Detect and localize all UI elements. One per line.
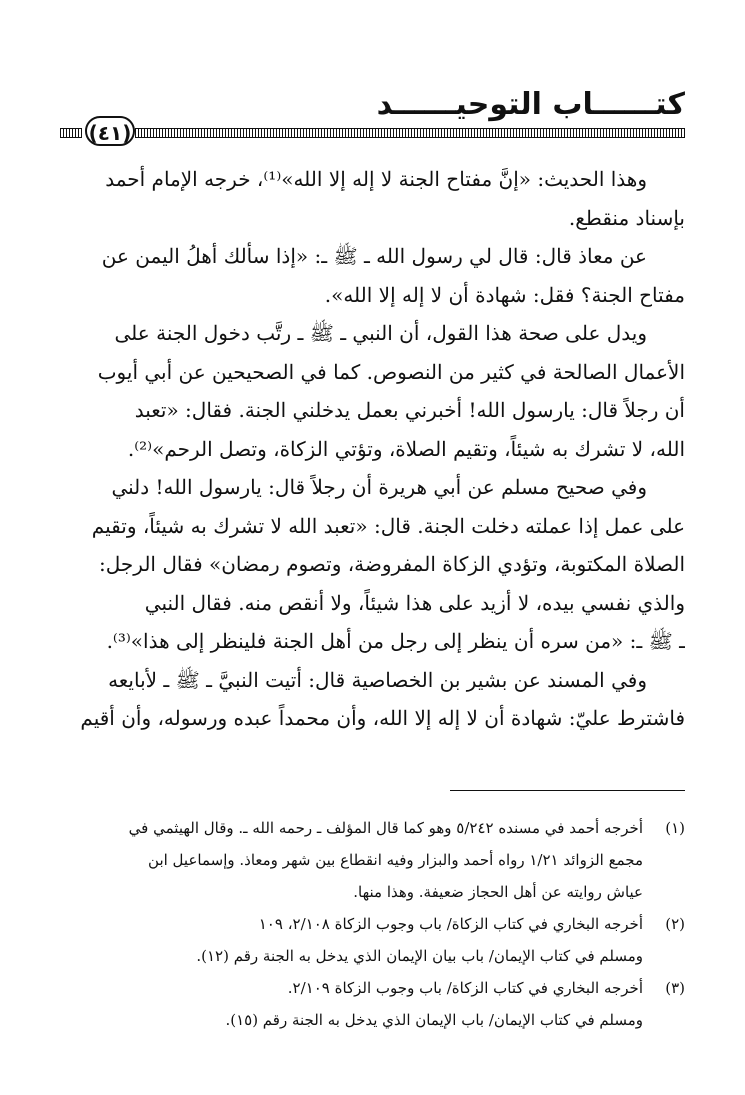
text-line: أن رجلاً قال: يارسول الله! أخبرني بعمل يدخلني الجنة. فقال: «تعبد: [134, 398, 685, 422]
footnote-1: [60, 812, 685, 908]
text-line: والذي نفسي بيده، لا أزيد على هذا شيئاً، ولا أنقص منه. فقال النبي: [144, 590, 685, 615]
page-number: (٤١): [85, 116, 135, 146]
text-line: وفي صحيح مسلم عن أبي هريرة أن رجلاً قال: يارسول الله! دلني: [111, 475, 647, 499]
footnote-number: (٢): [665, 915, 685, 933]
footnote-line: أخرجه البخاري في كتاب الزكاة/ باب وجوب الزكاة ٢/١٠٨، ١٠٩: [258, 915, 643, 933]
text-line: بإسناد منقطع.: [568, 205, 685, 230]
footnote-line: ومسلم في كتاب الإيمان/ باب بيان الإيمان الذي يدخل به الجنة رقم (١٢).: [196, 947, 643, 965]
text-line: ـ ﷺ ـ: «من سره أن ينظر إلى رجل من أهل الجنة فلينظر إلى هذا»⁽³⁾.: [106, 629, 685, 653]
text-line: وفي المسند عن بشير بن الخصاصية قال: أتيت النبيَّ ـ ﷺ ـ لأبايعه: [108, 667, 647, 692]
text-line: الأعمال الصالحة في كثير من النصوص. كما في الصحيحين عن أبي أيوب: [97, 359, 685, 384]
text-line: الصلاة المكتوبة، وتؤدي الزكاة المفروضة، وتصوم رمضان» فقال الرجل:: [99, 552, 685, 576]
page-header: [60, 88, 685, 148]
footnote-number: (٣): [665, 979, 685, 997]
footnote-line: أخرجه أحمد في مسنده ٥/٢٤٢ وهو كما قال المؤلف ـ رحمه الله ـ. وقال الهيثمي في: [128, 819, 643, 837]
text-line: ويدل على صحة هذا القول، أن النبي ـ ﷺ ـ رتَّب دخول الجنة على: [114, 321, 647, 345]
footnote-number: (١): [665, 819, 685, 837]
footnote-line: عياش روايته عن أهل الحجاز ضعيفة. وهذا منها.: [353, 883, 643, 901]
text-line: عن معاذ قال: قال لي رسول الله ـ ﷺ ـ: «إذا سألك أهلُ اليمن عن: [101, 244, 647, 268]
footnote-separator: [450, 790, 685, 791]
footnote-line: مجمع الزوائد ١/٢١ رواه أحمد والبزار وفيه انقطاع بين شهر ومعاذ. وإسماعيل ابن: [148, 851, 643, 869]
footnote-line: أخرجه البخاري في كتاب الزكاة/ باب وجوب الزكاة ٢/١٠٩.: [287, 979, 643, 997]
header-rule-left: [60, 128, 82, 138]
text-line: وهذا الحديث: «إنَّ مفتاح الجنة لا إله إلا الله»⁽¹⁾، خرجه الإمام أحمد: [105, 167, 647, 191]
main-text: [60, 160, 685, 738]
text-line: على عمل إذا عملته دخلت الجنة. قال: «تعبد الله لا تشرك به شيئاً، وتقيم: [91, 513, 685, 538]
text-line: فاشترط عليّ: شهادة أن لا إله إلا الله، وأن محمداً عبده ورسوله، وأن أقيم: [80, 706, 685, 730]
text-line: الله، لا تشرك به شيئاً، وتقيم الصلاة، وتؤتي الزكاة، وتصل الرحم»⁽²⁾.: [127, 436, 685, 461]
footnote-3: [60, 972, 685, 1036]
footnote-2: [60, 908, 685, 972]
footnotes: [60, 812, 685, 1036]
text-line: مفتاح الجنة؟ فقل: شهادة أن لا إله إلا الله».: [324, 282, 685, 307]
header-rule: [135, 128, 685, 138]
book-title: كتــــــاب التوحيــــــد: [376, 87, 685, 122]
footnote-line: ومسلم في كتاب الإيمان/ باب الإيمان الذي يدخل به الجنة رقم (١٥).: [225, 1011, 643, 1029]
